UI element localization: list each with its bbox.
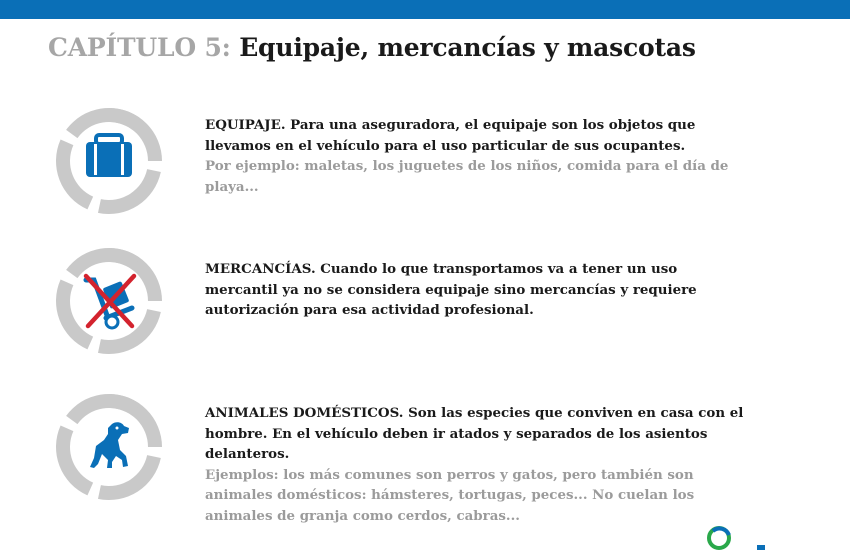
top-bar [0,0,850,19]
animales-example: Ejemplos: los más comunes son perros y gatos, pero también son animales domésticos: hámsteres, tortugas, peces... No cuelan los animales de granja como cerdos, cabras... [205,466,695,524]
mercancias-description: MERCANCÍAS. Cuando lo que transportamos va a tener un uso mercantil ya no se considera equipaje sino mercancías y requiere autorización para esa actividad profesional. [205,261,697,318]
text-equipaje [205,115,745,197]
hand-truck-crossed-icon [50,242,168,360]
brand-logo [702,521,782,550]
suitcase-icon [50,102,168,220]
chapter-label: CAPÍTULO 5: [48,33,231,62]
text-mercancias [205,259,745,321]
equipaje-example: Por ejemplo: maletas, los juguetes de los niños, comida para el día de playa... [205,158,729,195]
dog-icon [50,388,168,506]
page-title [48,33,696,62]
equipaje-description: EQUIPAJE. Para una aseguradora, el equipaje son los objetos que llevamos en el vehículo para el uso particular de sus ocupantes. [205,117,696,154]
animales-description: ANIMALES DOMÉSTICOS. Son las especies que conviven en casa con el hombre. En el vehículo deben ir atados y separados de los asientos delanteros. [205,405,744,462]
text-animales [205,403,745,526]
chapter-title: Equipaje, mercancías y mascotas [239,33,696,62]
